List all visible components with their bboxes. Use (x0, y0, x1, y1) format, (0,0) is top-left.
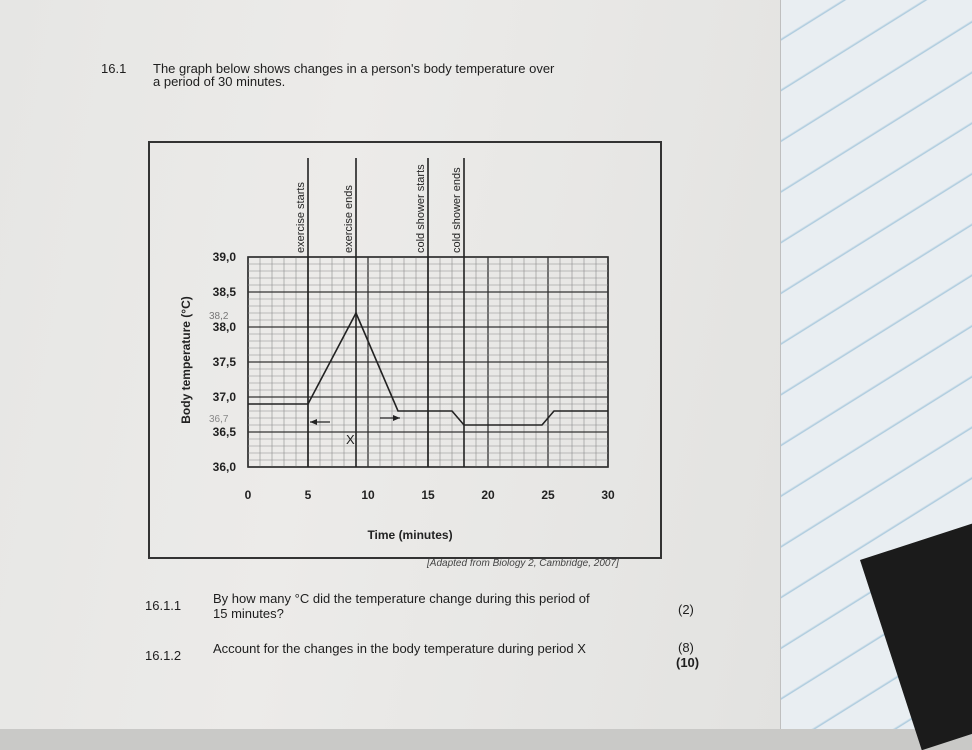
subq-2-number: 16.1.2 (145, 648, 182, 663)
region-x-arrowhead-left (310, 419, 317, 425)
question-text-line-1: The graph below shows changes in a person's body temperature over (153, 61, 555, 76)
note-36-7: 36,7 (209, 414, 229, 425)
total-marks: (10) (676, 655, 700, 670)
x-tick-label: 15 (421, 488, 435, 502)
y-tick-label: 37,0 (212, 390, 236, 404)
y-tick-label: 38,0 (212, 320, 236, 334)
y-tick-labels (213, 250, 237, 474)
subq-1-line-2: 15 minutes? (213, 606, 284, 621)
x-axis-label: Time (minutes) (367, 528, 453, 542)
x-tick-label: 5 (304, 488, 312, 502)
y-axis-label: Body temperature (°C) (179, 296, 193, 424)
subq-2-marks: (8) (678, 640, 694, 655)
question-text-line-2: a period of 30 minutes. (153, 74, 286, 89)
region-x-label: X (346, 432, 355, 447)
subq-1-marks: (2) (678, 602, 694, 617)
x-tick-label: 25 (541, 488, 555, 502)
subq-2-line-1: Account for the changes in the body temperature during period X (213, 641, 586, 656)
subq-1-number: 16.1.1 (145, 598, 182, 613)
y-tick-label: 36,5 (212, 425, 236, 439)
x-tick-label: 30 (601, 488, 615, 502)
event-label: cold shower ends (451, 167, 463, 253)
x-tick-label: 0 (244, 488, 252, 502)
event-markers (295, 158, 464, 467)
region-x-arrowhead-right (393, 415, 400, 421)
question-number: 16.1 (101, 61, 127, 76)
x-tick-label: 10 (361, 488, 375, 502)
event-label: exercise starts (295, 182, 307, 253)
note-38-2: 38,2 (209, 311, 229, 322)
y-tick-label: 38,5 (212, 285, 236, 299)
y-tick-label: 37,5 (212, 355, 236, 369)
event-label: cold shower starts (415, 164, 427, 253)
y-tick-label: 39,0 (212, 250, 236, 264)
subq-1-line-1: By how many °C did the temperature change during this period of (213, 591, 590, 606)
y-tick-label: 36,0 (212, 460, 236, 474)
event-label: exercise ends (343, 185, 355, 253)
x-tick-labels (245, 488, 615, 502)
x-tick-label: 20 (481, 488, 495, 502)
source-citation: [Adapted from Biology 2, Cambridge, 2007] (427, 558, 619, 569)
